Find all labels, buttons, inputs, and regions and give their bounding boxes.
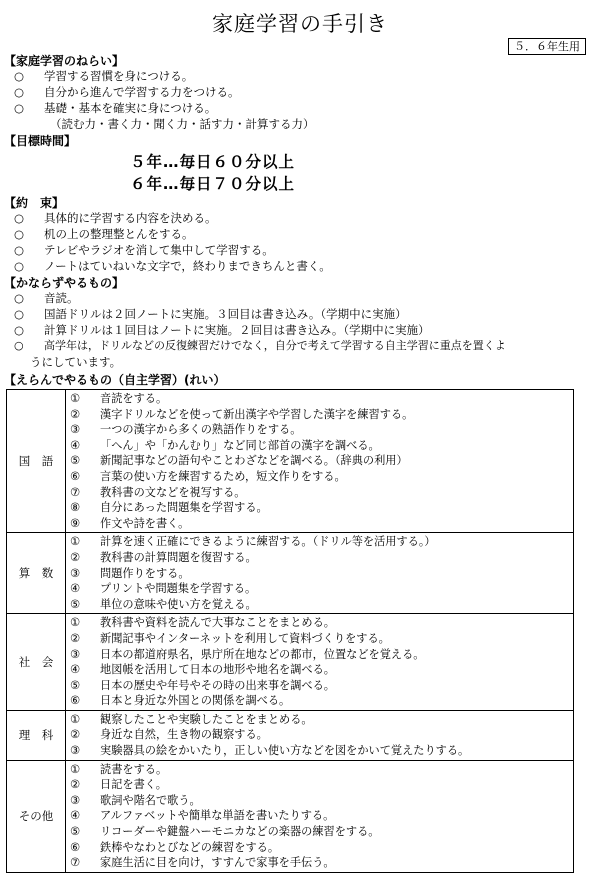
activity-item bbox=[70, 391, 573, 407]
item-number: ① bbox=[70, 392, 81, 405]
subject-name: 国 語 bbox=[7, 390, 66, 533]
item-text: 教科書の計算問題を復習する。 bbox=[100, 550, 257, 564]
must-item-text: 国語ドリルは２回ノートに実施。３回目は書き込み。（学期中に実施） bbox=[44, 307, 407, 321]
activity-item bbox=[70, 840, 573, 856]
activity-item bbox=[70, 662, 573, 678]
aims-item-text: 学習する習慣を身につける。 bbox=[44, 69, 194, 83]
item-number: ⑤ bbox=[70, 825, 81, 839]
item-text: アルファベットや簡単な単語を書いたりする。 bbox=[100, 809, 335, 823]
bullet: ○ bbox=[14, 243, 25, 257]
item-text: 一つの漢字から多くの熟語作りをする。 bbox=[100, 423, 302, 437]
item-text: 新聞記事などの語句やことわざなどを調べる。（辞典の利用） bbox=[100, 454, 408, 468]
item-number: ② bbox=[70, 407, 81, 421]
must-heading: 【かならずやるもの】 bbox=[4, 276, 125, 290]
subject-name: その他 bbox=[7, 760, 66, 872]
item-text: リコーダーや鍵盤ハーモニカなどの楽器の練習をする。 bbox=[100, 825, 380, 839]
activity-item bbox=[70, 597, 573, 613]
subject-row bbox=[7, 390, 574, 533]
activity-item bbox=[70, 453, 573, 469]
item-text: 新聞記事やインターネットを利用して資料づくりをする。 bbox=[100, 631, 390, 645]
item-text: 読書をする。 bbox=[100, 762, 168, 776]
bullet: ○ bbox=[14, 227, 25, 241]
aims-heading: 【家庭学習のねらい】 bbox=[4, 54, 125, 68]
activity-item bbox=[70, 550, 573, 566]
subject-row bbox=[7, 533, 574, 614]
subject-name: 算 数 bbox=[7, 533, 66, 614]
aims-note: （読む力・書く力・聞く力・話す力・計算する力） bbox=[50, 117, 315, 131]
item-text: 漢字ドリルなどを使って新出漢字や学習した漢字を練習する。 bbox=[100, 407, 414, 421]
subject-name: 理 科 bbox=[7, 710, 66, 760]
item-number: ⑦ bbox=[70, 485, 81, 499]
must-item-continuation: うにしています。 bbox=[30, 355, 122, 369]
item-text: 身近な自然，生き物の観察する。 bbox=[100, 728, 268, 742]
activity-item bbox=[70, 534, 573, 550]
item-text: 「へん」や「かんむり」など同じ部首の漢字を調べる。 bbox=[100, 438, 380, 452]
must-item bbox=[14, 338, 506, 354]
item-number: ⑦ bbox=[70, 856, 81, 870]
activity-item bbox=[70, 712, 573, 728]
aims-item bbox=[14, 100, 216, 116]
subject-items bbox=[66, 390, 574, 533]
item-text: 問題作りをする。 bbox=[100, 566, 190, 580]
item-number: ① bbox=[70, 535, 81, 549]
activity-item bbox=[70, 762, 573, 778]
promise-item bbox=[14, 226, 194, 242]
subject-row bbox=[7, 710, 574, 760]
item-number: ③ bbox=[70, 793, 81, 807]
activity-item bbox=[70, 500, 573, 516]
item-text: 日本と身近な外国との関係を調べる。 bbox=[100, 694, 291, 708]
aims-item-text: 基礎・基本を確実に身につける。 bbox=[44, 101, 217, 115]
bullet: ○ bbox=[14, 211, 25, 225]
item-number: ⑤ bbox=[70, 678, 81, 692]
activity-item bbox=[70, 422, 573, 438]
subject-items bbox=[66, 760, 574, 872]
item-number: ⑥ bbox=[70, 694, 81, 708]
must-item-text: 高学年は，ドリルなどの反復練習だけでなく，自分で考えて学習する自主学習に重点を置くよ bbox=[44, 339, 506, 352]
bullet: ○ bbox=[14, 69, 25, 83]
item-text: プリントや問題集を学習する。 bbox=[100, 582, 257, 596]
subject-row bbox=[7, 760, 574, 872]
item-text: 実験器具の絵をかいたり，正しい使い方などを図をかいて覚えたりする。 bbox=[100, 744, 470, 758]
must-item bbox=[14, 290, 79, 306]
item-number: ③ bbox=[70, 423, 81, 437]
grade-label: ５．６年生用 bbox=[508, 38, 586, 55]
item-text: 教科書や資料を読んで大事なことをまとめる。 bbox=[100, 616, 335, 630]
target-line-6th: ６年…毎日７０分以上 bbox=[130, 175, 296, 193]
item-text: 計算を速く正確にできるように練習する。（ドリル等を活用する。） bbox=[100, 535, 436, 549]
item-number: ⑥ bbox=[70, 840, 81, 854]
item-number: ② bbox=[70, 550, 81, 564]
bullet: ○ bbox=[14, 101, 25, 115]
must-item-text: 音読。 bbox=[44, 291, 79, 305]
item-number: ⑧ bbox=[70, 501, 81, 515]
activity-item bbox=[70, 647, 573, 663]
item-text: 日本の歴史や年号やその時の出来事を調べる。 bbox=[100, 678, 335, 692]
activity-item bbox=[70, 581, 573, 597]
page-title: 家庭学習の手引き bbox=[212, 12, 388, 36]
item-number: ④ bbox=[70, 438, 81, 452]
item-number: ② bbox=[70, 728, 81, 742]
activity-item bbox=[70, 407, 573, 423]
bullet: ○ bbox=[14, 323, 25, 337]
bullet: ○ bbox=[14, 259, 25, 273]
promise-heading: 【約 束】 bbox=[4, 196, 65, 210]
item-text: 自分にあった問題集を学習する。 bbox=[100, 501, 268, 515]
target-line-5th: ５年…毎日６０分以上 bbox=[130, 153, 296, 171]
subject-items bbox=[66, 710, 574, 760]
activity-item bbox=[70, 824, 573, 840]
activity-item bbox=[70, 615, 573, 631]
item-text: 言葉の使い方を練習するため，短文作りをする。 bbox=[100, 469, 346, 483]
item-number: ① bbox=[70, 712, 81, 726]
must-item-text: 計算ドリルは１回目はノートに実施。２回目は書き込み。（学期中に実施） bbox=[44, 323, 430, 337]
promise-item bbox=[14, 258, 331, 274]
activity-item bbox=[70, 516, 573, 532]
bullet: ○ bbox=[14, 85, 25, 99]
activity-item bbox=[70, 793, 573, 809]
activity-item bbox=[70, 566, 573, 582]
activity-item bbox=[70, 727, 573, 743]
promise-item bbox=[14, 210, 217, 226]
item-text: 音読をする。 bbox=[100, 392, 168, 405]
aims-item-text: 自分から進んで学習する力をつける。 bbox=[44, 85, 240, 99]
item-text: 観察したことや実験したことをまとめる。 bbox=[100, 712, 313, 726]
promise-item-text: 机の上の整理整とんをする。 bbox=[44, 227, 194, 241]
item-number: ⑨ bbox=[70, 516, 81, 530]
item-text: 家庭生活に目を向け，すすんで家事を手伝う。 bbox=[100, 856, 335, 870]
choose-heading: 【えらんでやるもの（自主学習）(れい） bbox=[4, 373, 226, 387]
item-number: ③ bbox=[70, 647, 81, 661]
item-number: ④ bbox=[70, 809, 81, 823]
aims-item bbox=[14, 68, 193, 84]
item-text: 地図帳を活用して日本の地形や地名を調べる。 bbox=[100, 663, 335, 677]
item-text: 単位の意味や使い方を覚える。 bbox=[100, 597, 257, 611]
activity-item bbox=[70, 469, 573, 485]
item-number: ① bbox=[70, 762, 81, 776]
item-number: ⑤ bbox=[70, 597, 81, 611]
item-number: ② bbox=[70, 778, 81, 792]
item-number: ⑥ bbox=[70, 469, 81, 483]
activity-item bbox=[70, 777, 573, 793]
activity-item bbox=[70, 485, 573, 501]
bullet: ○ bbox=[14, 291, 25, 305]
promise-item-text: ノートはていねいな文字で，終わりまできちんと書く。 bbox=[44, 259, 331, 273]
activity-item bbox=[70, 693, 573, 709]
promise-item-text: テレビやラジオを消して集中して学習する。 bbox=[44, 243, 274, 257]
item-number: ① bbox=[70, 616, 81, 630]
bullet: ○ bbox=[14, 339, 24, 352]
item-text: 教科書の文などを視写する。 bbox=[100, 485, 246, 499]
item-text: 作文や詩を書く。 bbox=[100, 516, 190, 530]
activity-item bbox=[70, 855, 573, 871]
promise-item-text: 具体的に学習する内容を決める。 bbox=[44, 211, 217, 225]
subject-items bbox=[66, 533, 574, 614]
item-number: ③ bbox=[70, 744, 81, 758]
promise-item bbox=[14, 242, 274, 258]
item-text: 鉄棒やなわとびなどの練習をする。 bbox=[100, 840, 280, 854]
subject-items bbox=[66, 614, 574, 711]
activity-item bbox=[70, 631, 573, 647]
activity-item bbox=[70, 808, 573, 824]
must-item bbox=[14, 306, 407, 322]
aims-item bbox=[14, 84, 240, 100]
activity-item bbox=[70, 438, 573, 454]
subject-row bbox=[7, 614, 574, 711]
item-number: ④ bbox=[70, 663, 81, 677]
item-number: ⑤ bbox=[70, 454, 81, 468]
must-item bbox=[14, 322, 430, 338]
item-number: ③ bbox=[70, 566, 81, 580]
bullet: ○ bbox=[14, 307, 25, 321]
activity-item bbox=[70, 678, 573, 694]
item-number: ② bbox=[70, 631, 81, 645]
item-number: ④ bbox=[70, 582, 81, 596]
item-text: 歌詞や階名で歌う。 bbox=[100, 793, 201, 807]
subject-table bbox=[6, 389, 574, 873]
activity-item bbox=[70, 743, 573, 759]
target-heading: 【目標時間】 bbox=[4, 134, 77, 148]
item-text: 日本の都道府県名，県庁所在地などの都市，位置などを覚える。 bbox=[100, 647, 425, 661]
item-text: 日記を書く。 bbox=[100, 778, 167, 792]
subject-name: 社 会 bbox=[7, 614, 66, 711]
